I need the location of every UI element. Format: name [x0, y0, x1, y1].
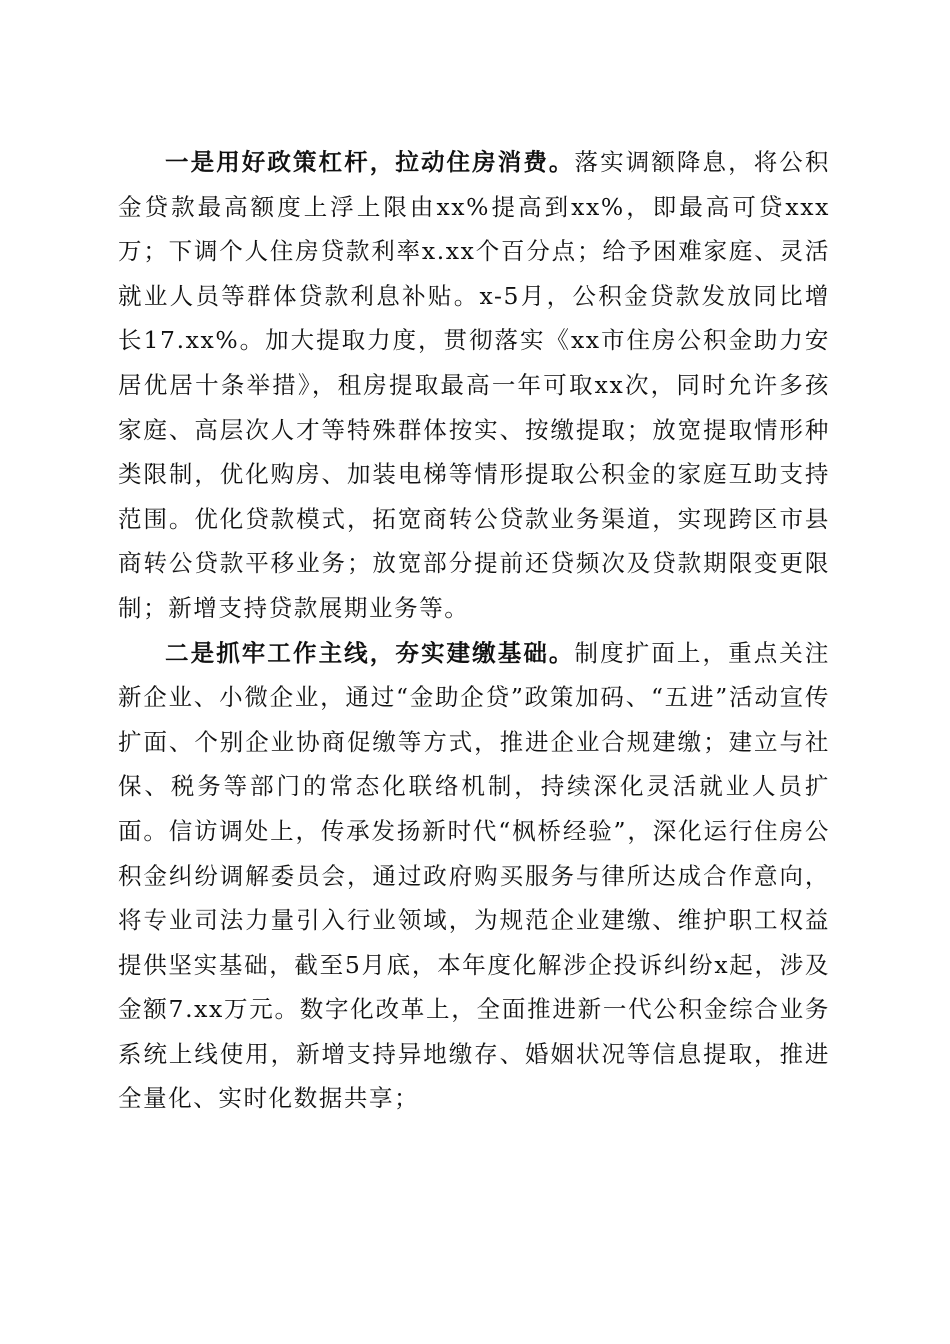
paragraph-work-mainline	[118, 631, 830, 1122]
paragraph-policy-leverage	[118, 140, 830, 631]
paragraph-lead-heading: 二是抓牢工作主线，夯实建缴基础。	[165, 638, 575, 667]
paragraph-body-text: 落实调额降息，将公积金贷款最高额度上浮上限由xx%提高到xx%，即最高可贷xxx万；下调个人住房贷款利率x.xx个百分点；给予困难家庭、灵活就业人员等群体贷款利息补贴。x-5月，公积金贷款发放同比增长17.xx%。加大提取力度，贯彻落实《xx市住房公积金助力安居优居十条举措》，租房提取最高一年可取xx次，同时允许多孩家庭、高层次人才等特殊群体按实、按缴提取；放宽提取情形种类限制，优化购房、加装电梯等情形提取公积金的家庭互助支持范围。优化贷款模式，拓宽商转公贷款业务渠道，实现跨区市县商转公贷款平移业务；放宽部分提前还贷频次及贷款期限变更限制；新增支持贷款展期业务等。	[118, 148, 830, 622]
paragraph-lead-heading: 一是用好政策杠杆，拉动住房消费。	[165, 148, 575, 176]
paragraph-body-text: 制度扩面上，重点关注新企业、小微企业，通过“金助企贷”政策加码、“五进”活动宣传扩面、个别企业协商促缴等方式，推进企业合规建缴；建立与社保、税务等部门的常态化联络机制，持续深化灵活就业人员扩面。信访调处上，传承发扬新时代“枫桥经验”，深化运行住房公积金纠纷调解委员会，通过政府购买服务与律所达成合作意向，将专业司法力量引入行业领域，为规范企业建缴、维护职工权益提供坚实基础，截至5月底，本年度化解涉企投诉纠纷x起，涉及金额7.xx万元。数字化改革上，全面推进新一代公积金综合业务系统上线使用，新增支持异地缴存、婚姻状况等信息提取，推进全量化、实时化数据共享；	[118, 638, 830, 1113]
document-body	[118, 140, 830, 1121]
